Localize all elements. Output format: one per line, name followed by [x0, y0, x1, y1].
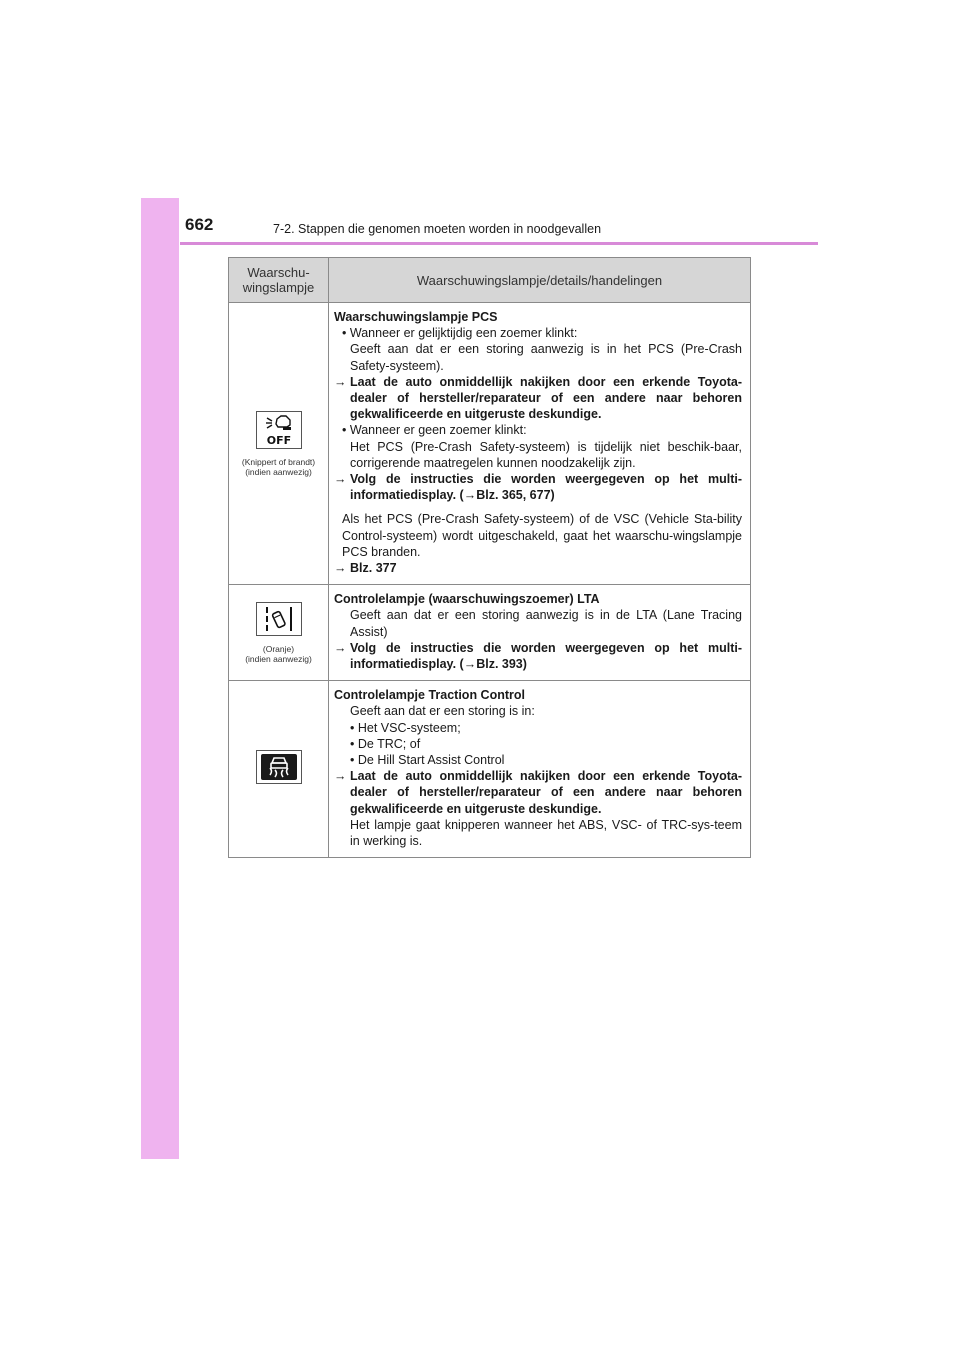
column-header-lamp: Waarschu- wingslampje — [229, 258, 329, 303]
lta-indicator-icon — [256, 602, 302, 636]
lamp-title: Controlelampje (waarschuwingszoemer) LTA — [334, 592, 600, 607]
lamp-text: Geeft aan dat er een storing aanwezig is in de LTA (Lane Tracing Assist) — [350, 608, 742, 639]
action-line: → Laat de auto onmiddellijk nakijken door een erkende Toyota-dealer of hersteller/reparateur of een andere naar behoren gekwalificeerde en uitgeruste deskundige. — [334, 374, 742, 422]
note-reference: → Blz. 377 — [334, 561, 397, 576]
page-number: 662 — [185, 215, 214, 234]
lamp-description — [329, 303, 751, 585]
chapter-side-tab — [141, 198, 179, 1159]
lamp-text: Geeft aan dat er een storing is in: — [350, 704, 535, 719]
traction-control-icon — [256, 750, 302, 784]
column-header-details: Waarschuwingslampje/details/handelingen — [329, 258, 751, 303]
note-text: Als het PCS (Pre-Crash Safety-systeem) of de VSC (Vehicle Sta-bility Control-systeem) wordt uitgeschakeld, gaat het waarschu-wingslampje PCS branden. — [342, 512, 742, 559]
warning-light-table — [228, 257, 751, 858]
lamp-title: Controlelampje Traction Control — [334, 688, 525, 703]
table-row — [229, 585, 751, 681]
list-item-text: Geeft aan dat er een storing aanwezig is in het PCS (Pre-Crash Safety-systeem). — [350, 342, 742, 373]
action-line: → Volg de instructies die worden weergegeven op het multi-informatiedisplay. (→Blz. 365, 677) — [334, 472, 742, 503]
list-item-text: Het PCS (Pre-Crash Safety-systeem) is tijdelijk niet beschik-baar, corrigerende maatregelen kunnen noodzakelijk zijn. — [350, 439, 742, 470]
action-line: → Laat de auto onmiddellijk nakijken door een erkende Toyota-dealer of hersteller/reparateur of een andere naar behoren gekwalificeerde en uitgeruste deskundige. — [334, 769, 742, 816]
table-row — [229, 681, 751, 858]
list-item: • Wanneer er gelijktijdig een zoemer klinkt: — [342, 326, 578, 341]
lamp-text: Het lampje gaat knipperen wanneer het ABS, VSC- of TRC-sys-teem in werking is. — [350, 817, 742, 849]
section-title: 7-2. Stappen die genomen moeten worden in noodgevallen — [273, 222, 602, 236]
lamp-caption: (Oranje) (indien aanwezig) — [245, 643, 312, 664]
list-item: • Het VSC-systeem; — [350, 720, 461, 735]
lamp-description — [329, 585, 751, 681]
lamp-cell — [229, 585, 329, 681]
lamp-cell — [229, 303, 329, 585]
lamp-caption: (Knippert of brandt) (indien aanwezig) — [241, 456, 316, 477]
header-rule — [180, 242, 818, 245]
lamp-description — [329, 681, 751, 858]
table-row — [229, 303, 751, 585]
action-line: → Volg de instructies die worden weergegeven op het multi-informatiedisplay. (→Blz. 393) — [334, 640, 742, 672]
pcs-off-warning-light-icon — [256, 411, 302, 449]
pcs-off-text: OFF — [266, 433, 291, 447]
list-item: • De TRC; of — [350, 736, 421, 751]
list-item: • Wanneer er geen zoemer klinkt: — [342, 423, 527, 438]
list-item: • De Hill Start Assist Control — [350, 753, 505, 768]
lamp-cell — [229, 681, 329, 858]
table-header-row — [229, 258, 751, 303]
lamp-title: Waarschuwingslampje PCS — [334, 310, 498, 324]
